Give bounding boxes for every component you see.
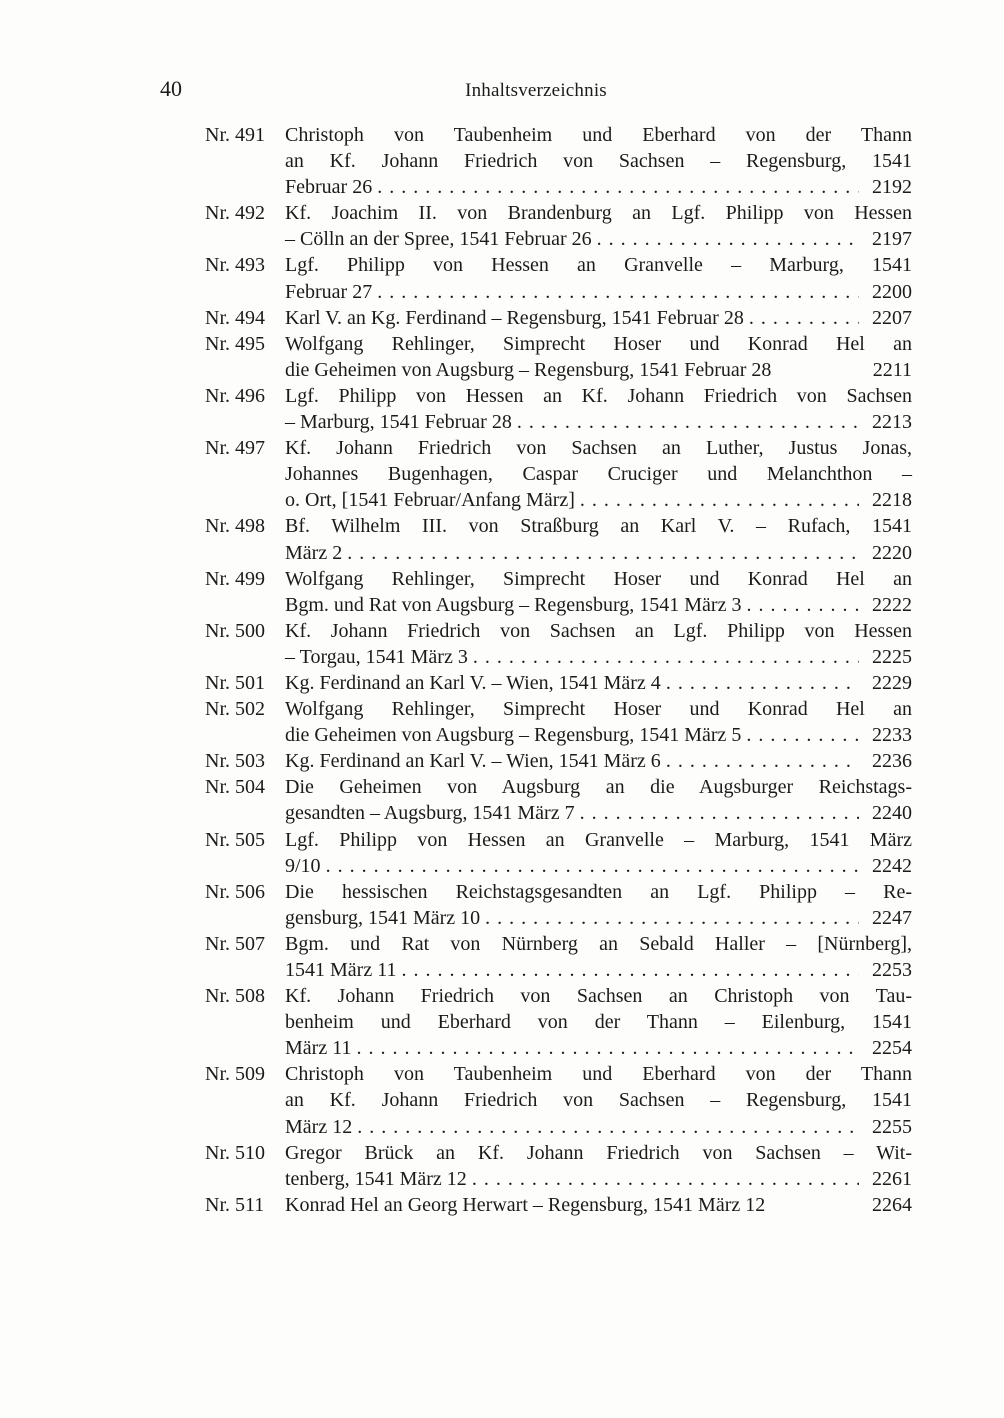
entry-page-number: 2233 — [872, 724, 912, 747]
entry-number: Nr. 505 — [205, 828, 265, 851]
entry-line: Kf. Johann Friedrich von Sachsen an Christoph von Tau- — [285, 985, 912, 1008]
entry-line: an Kf. Johann Friedrich von Sachsen – Regensburg, 1541 — [285, 1089, 912, 1112]
dot-leader — [517, 409, 859, 435]
dot-leader — [746, 722, 859, 748]
entry-line: März 2 — [285, 541, 343, 564]
entry-number: Nr. 510 — [205, 1141, 265, 1164]
entry-last-line — [285, 174, 912, 200]
entry-line: Kg. Ferdinand an Karl V. – Wien, 1541 März 6 — [285, 750, 661, 773]
toc-entry — [205, 1140, 912, 1192]
toc-entry — [205, 696, 912, 748]
entry-last-line — [285, 592, 912, 618]
toc-entry — [205, 827, 912, 879]
dot-leader — [597, 226, 859, 252]
toc-entry — [205, 305, 912, 331]
toc-entry — [205, 670, 912, 696]
entry-number: Nr. 501 — [205, 671, 265, 694]
entry-number: Nr. 495 — [205, 332, 265, 355]
entry-body — [285, 513, 912, 565]
entry-line: Christoph von Taubenheim und Eberhard von der Thann — [285, 1063, 912, 1086]
dot-leader — [377, 174, 859, 200]
toc-entry — [205, 513, 912, 565]
entry-number: Nr. 509 — [205, 1063, 265, 1086]
entry-page-number: 2220 — [872, 541, 912, 564]
dot-leader — [356, 1035, 859, 1061]
entry-page-number: 2242 — [872, 854, 912, 877]
page-header — [160, 76, 912, 106]
entry-last-line — [285, 487, 912, 513]
entry-line: benheim und Eberhard von der Thann – Eilenburg, 1541 — [285, 1011, 912, 1034]
entry-body — [285, 983, 912, 1061]
entry-last-line — [285, 279, 912, 305]
entry-body — [285, 879, 912, 931]
entry-body — [285, 252, 912, 304]
toc-entry — [205, 383, 912, 435]
entry-line: Kg. Ferdinand an Karl V. – Wien, 1541 März 4 — [285, 671, 661, 694]
toc-entry — [205, 331, 912, 383]
entry-line: Karl V. an Kg. Ferdinand – Regensburg, 1541 Februar 28 — [285, 306, 744, 329]
toc-entry — [205, 122, 912, 200]
entry-last-line — [285, 800, 912, 826]
entry-page-number: 2197 — [872, 228, 912, 251]
entry-line: Bf. Wilhelm III. von Straßburg an Karl V. – Rufach, 1541 — [285, 515, 912, 538]
entry-page-number: 2222 — [872, 593, 912, 616]
entry-page-number: 2225 — [872, 645, 912, 668]
entry-page-number: 2211 — [872, 358, 912, 381]
entry-line: die Geheimen von Augsburg – Regensburg, 1541 Februar 28 — [285, 358, 772, 381]
entry-page-number: 2264 — [872, 1193, 912, 1216]
entry-body — [285, 435, 912, 513]
entry-line: Februar 27 — [285, 280, 373, 303]
entry-line: Gregor Brück an Kf. Johann Friedrich von Sachsen – Wit- — [285, 1141, 912, 1164]
entry-number: Nr. 494 — [205, 306, 265, 329]
entry-line: Lgf. Philipp von Hessen an Granvelle – Marburg, 1541 — [285, 254, 912, 277]
entry-page-number: 2192 — [872, 176, 912, 199]
entry-body — [285, 331, 912, 383]
entry-line: Februar 26 — [285, 176, 373, 199]
entry-number: Nr. 507 — [205, 932, 265, 955]
toc-entry — [205, 748, 912, 774]
entry-last-line — [285, 1035, 912, 1061]
toc-entry — [205, 435, 912, 513]
toc-entry — [205, 879, 912, 931]
entry-last-line — [285, 853, 912, 879]
entry-number: Nr. 508 — [205, 985, 265, 1008]
entry-line: gesandten – Augsburg, 1541 März 7 — [285, 802, 575, 825]
entry-page-number: 2255 — [872, 1115, 912, 1138]
dot-leader — [377, 279, 859, 305]
entry-last-line — [285, 905, 912, 931]
entry-body — [285, 1061, 912, 1139]
dot-leader — [485, 905, 859, 931]
toc-entry — [205, 774, 912, 826]
entry-line: Die Geheimen von Augsburg an die Augsburger Reichstags- — [285, 776, 912, 799]
entry-line: Konrad Hel an Georg Herwart – Regensburg, 1541 März 12 — [285, 1193, 766, 1216]
toc-list — [205, 122, 912, 1218]
entry-line: Lgf. Philipp von Hessen an Kf. Johann Friedrich von Sachsen — [285, 384, 912, 407]
entry-last-line — [285, 409, 912, 435]
entry-number: Nr. 511 — [205, 1193, 265, 1216]
dot-leader — [347, 540, 859, 566]
entry-body — [285, 383, 912, 435]
entry-last-line — [285, 957, 912, 983]
entry-page-number: 2236 — [872, 750, 912, 773]
entry-number: Nr. 506 — [205, 880, 265, 903]
entry-page-number: 2229 — [872, 671, 912, 694]
entry-line: Lgf. Philipp von Hessen an Granvelle – Marburg, 1541 März — [285, 828, 912, 851]
toc-entry — [205, 931, 912, 983]
entry-line: Bgm. und Rat von Augsburg – Regensburg, 1541 März 3 — [285, 593, 742, 616]
dot-leader — [666, 748, 859, 774]
entry-line: Wolfgang Rehlinger, Simprecht Hoser und Konrad Hel an — [285, 332, 912, 355]
entry-page-number: 2213 — [872, 411, 912, 434]
entry-line: Die hessischen Reichstagsgesandten an Lgf. Philipp – Re- — [285, 880, 912, 903]
entry-last-line — [285, 670, 912, 696]
entry-body — [285, 122, 912, 200]
entry-line: o. Ort, [1541 Februar/Anfang März] — [285, 489, 575, 512]
entry-page-number: 2253 — [872, 959, 912, 981]
entry-number: Nr. 504 — [205, 776, 265, 799]
entry-line: Bgm. und Rat von Nürnberg an Sebald Haller – [Nürnberg], — [285, 932, 912, 955]
entry-line: Kf. Joachim II. von Brandenburg an Lgf. Philipp von Hessen — [285, 202, 912, 225]
toc-entry — [205, 1061, 912, 1139]
entry-last-line — [285, 1192, 912, 1218]
entry-number: Nr. 496 — [205, 384, 265, 407]
entry-number: Nr. 491 — [205, 124, 265, 146]
dot-leader — [401, 957, 859, 983]
toc-entry — [205, 252, 912, 304]
entry-page-number: 2261 — [872, 1167, 912, 1190]
entry-line: Christoph von Taubenheim und Eberhard von der Thann — [285, 124, 912, 146]
entry-page-number: 2218 — [872, 489, 912, 512]
entry-body — [285, 670, 912, 696]
folio-page-number: 40 — [160, 76, 182, 101]
dot-leader — [666, 670, 859, 696]
entry-number: Nr. 493 — [205, 254, 265, 277]
entry-line: 1541 März 11 — [285, 959, 397, 981]
entry-number: Nr. 499 — [205, 567, 265, 590]
entry-page-number: 2207 — [872, 306, 912, 329]
dot-leader — [473, 644, 859, 670]
entry-body — [285, 200, 912, 252]
entry-body — [285, 774, 912, 826]
entry-last-line — [285, 226, 912, 252]
entry-body — [285, 618, 912, 670]
entry-page-number: 2254 — [872, 1037, 912, 1060]
dot-leader — [357, 1114, 859, 1140]
entry-line: – Marburg, 1541 Februar 28 — [285, 411, 512, 434]
entry-body — [285, 1140, 912, 1192]
toc-entry — [205, 618, 912, 670]
entry-line: Kf. Johann Friedrich von Sachsen an Lgf. Philipp von Hessen — [285, 619, 912, 642]
entry-line: Wolfgang Rehlinger, Simprecht Hoser und Konrad Hel an — [285, 698, 912, 721]
entry-number: Nr. 502 — [205, 698, 265, 721]
entry-page-number: 2247 — [872, 906, 912, 929]
toc-entry — [205, 566, 912, 618]
entry-last-line — [285, 1166, 912, 1192]
entry-number: Nr. 503 — [205, 750, 265, 773]
entry-line: – Cölln an der Spree, 1541 Februar 26 — [285, 228, 592, 251]
entry-line: gensburg, 1541 März 10 — [285, 906, 481, 929]
entry-page-number: 2200 — [872, 280, 912, 303]
entry-line: – Torgau, 1541 März 3 — [285, 645, 468, 668]
entry-line: tenberg, 1541 März 12 — [285, 1167, 467, 1190]
dot-leader — [326, 853, 859, 879]
entry-line: März 12 — [285, 1115, 353, 1138]
toc-entry — [205, 1192, 912, 1218]
entry-last-line — [285, 722, 912, 748]
toc-entry — [205, 200, 912, 252]
entry-last-line — [285, 305, 912, 331]
entry-number: Nr. 492 — [205, 202, 265, 225]
entry-number: Nr. 497 — [205, 437, 265, 460]
entry-line: Wolfgang Rehlinger, Simprecht Hoser und Konrad Hel an — [285, 567, 912, 590]
entry-line: an Kf. Johann Friedrich von Sachsen – Regensburg, 1541 — [285, 150, 912, 173]
entry-line: Johannes Bugenhagen, Caspar Cruciger und Melanchthon – — [285, 463, 912, 486]
entry-last-line — [285, 1114, 912, 1140]
entry-last-line — [285, 357, 912, 383]
entry-line: 9/10 — [285, 854, 321, 877]
entry-line: Kf. Johann Friedrich von Sachsen an Luther, Justus Jonas, — [285, 437, 912, 460]
entry-last-line — [285, 540, 912, 566]
dot-leader — [749, 305, 859, 331]
toc-entry — [205, 983, 912, 1061]
entry-number: Nr. 500 — [205, 619, 265, 642]
entry-body — [285, 827, 912, 879]
entry-body — [285, 1192, 912, 1218]
dot-leader — [746, 592, 859, 618]
dot-leader — [580, 487, 859, 513]
entry-body — [285, 305, 912, 331]
dot-leader — [472, 1166, 859, 1192]
entry-number: Nr. 498 — [205, 515, 265, 538]
entry-line: die Geheimen von Augsburg – Regensburg, 1541 März 5 — [285, 724, 742, 747]
entry-last-line — [285, 748, 912, 774]
dot-leader — [580, 800, 859, 826]
entry-body — [285, 696, 912, 748]
running-header-title: Inhaltsverzeichnis — [465, 80, 607, 101]
entry-page-number: 2240 — [872, 802, 912, 825]
entry-body — [285, 931, 912, 983]
entry-body — [285, 748, 912, 774]
entry-line: März 11 — [285, 1037, 352, 1060]
entry-last-line — [285, 644, 912, 670]
entry-body — [285, 566, 912, 618]
